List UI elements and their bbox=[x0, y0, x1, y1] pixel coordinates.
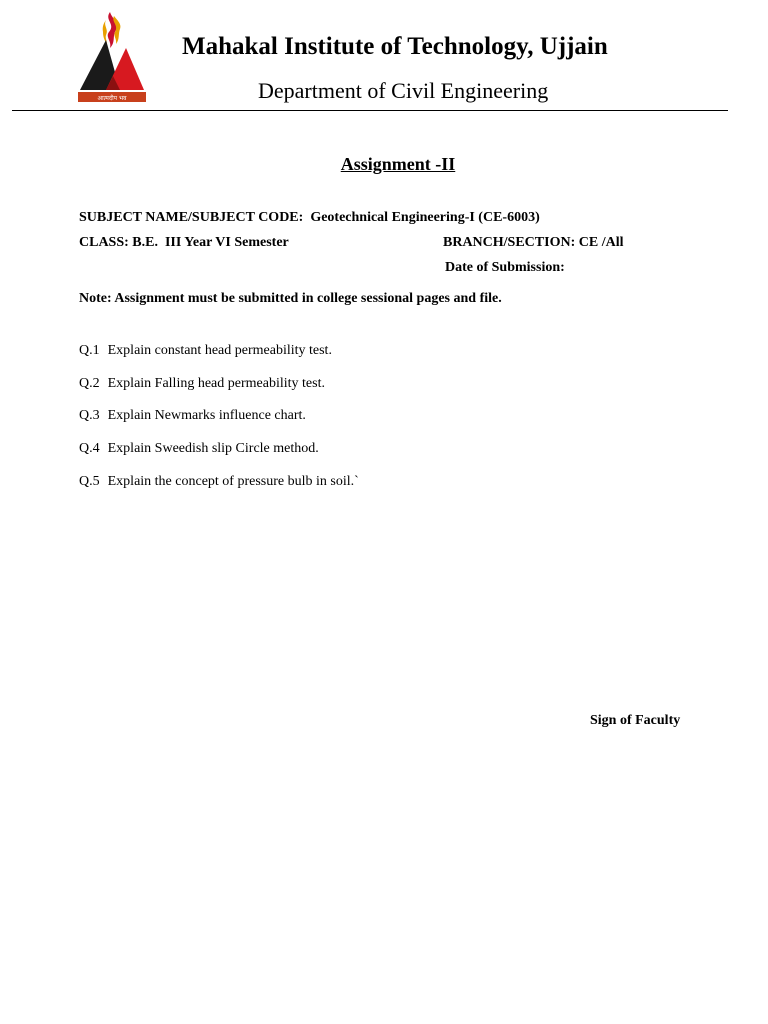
class-value: B.E. III Year VI Semester bbox=[132, 235, 289, 250]
question-number: Q.1 bbox=[79, 343, 100, 358]
class-label: CLASS: bbox=[79, 235, 129, 250]
question-text: Explain Falling head permeability test. bbox=[107, 376, 325, 391]
submission-date-line bbox=[445, 259, 565, 277]
header-divider bbox=[12, 110, 728, 111]
question-number: Q.5 bbox=[79, 474, 100, 489]
question-item bbox=[79, 473, 359, 491]
assignment-title: Assignment -II bbox=[340, 154, 456, 174]
institute-name: Mahakal Institute of Technology, Ujjain bbox=[182, 33, 608, 60]
logo-flame-icon bbox=[108, 12, 117, 48]
question-text: Explain Sweedish slip Circle method. bbox=[107, 441, 319, 456]
question-item bbox=[79, 407, 306, 425]
question-item bbox=[79, 375, 325, 393]
question-text: Explain Newmarks influence chart. bbox=[107, 408, 306, 423]
subject-line bbox=[79, 209, 540, 227]
question-item bbox=[79, 342, 332, 360]
submission-label: Date of Submission: bbox=[445, 260, 565, 275]
question-item bbox=[79, 440, 319, 458]
class-line bbox=[79, 234, 289, 252]
subject-value: Geotechnical Engineering-I (CE-6003) bbox=[310, 210, 540, 225]
branch-label: BRANCH/SECTION: bbox=[443, 235, 576, 250]
subject-label: SUBJECT NAME/SUBJECT CODE: bbox=[79, 210, 304, 225]
institute-logo bbox=[76, 10, 148, 104]
question-number: Q.2 bbox=[79, 376, 100, 391]
department-name: Department of Civil Engineering bbox=[258, 78, 549, 103]
question-number: Q.3 bbox=[79, 408, 100, 423]
assignment-note: Note: Assignment must be submitted in college sessional pages and file. bbox=[79, 291, 502, 306]
branch-line bbox=[443, 234, 623, 252]
question-text: Explain constant head permeability test. bbox=[107, 343, 332, 358]
branch-value: CE /All bbox=[578, 235, 624, 250]
logo-motto: आत्मदीप भव bbox=[97, 95, 127, 102]
question-number: Q.4 bbox=[79, 441, 100, 456]
faculty-signature-label: Sign of Faculty bbox=[590, 713, 681, 728]
question-text: Explain the concept of pressure bulb in soil.` bbox=[107, 474, 359, 489]
